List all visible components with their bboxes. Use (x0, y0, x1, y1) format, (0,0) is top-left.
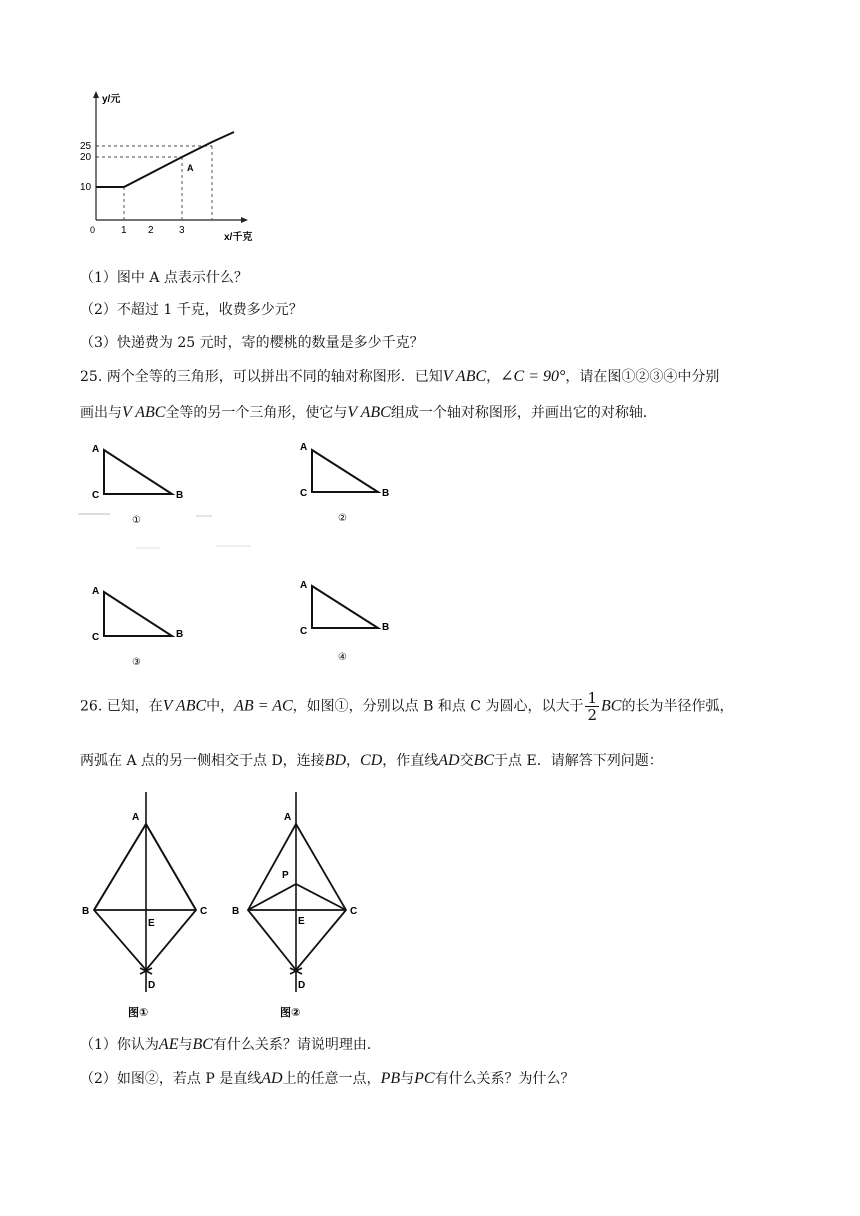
origin-label: 0 (90, 225, 96, 235)
q24-part2: （2）不超过 1 千克，收费多少元？ (80, 302, 303, 318)
svg-text:A: A (284, 812, 292, 823)
q26-part2: （2）如图②，若点 P 是直线AD上的任意一点，PB与PC有什么关系？为什么？ (80, 1070, 575, 1087)
svg-text:A: A (300, 442, 308, 453)
svg-text:C: C (92, 490, 100, 501)
svg-text:B: B (176, 629, 184, 640)
q24-part1: （1）图中 A 点表示什么？ (80, 270, 248, 286)
figure-label-2: ② (338, 513, 347, 524)
q25-line2: 画出与V ABC全等的另一个三角形，使它与V ABC组成一个轴对称图形，并画出它的对称轴． (80, 404, 657, 421)
svg-text:A: A (92, 586, 100, 597)
point-a-label: A (187, 163, 194, 173)
svg-text:B: B (232, 906, 240, 917)
svg-text:A: A (92, 444, 100, 455)
x-tick-2: 2 (148, 225, 154, 236)
svg-text:C: C (350, 906, 358, 917)
x-tick-3: 3 (179, 225, 185, 236)
figure-caption-2: 图② (280, 1007, 301, 1019)
svg-text:C: C (300, 626, 308, 637)
svg-text:C: C (92, 632, 100, 643)
svg-text:C: C (200, 906, 208, 917)
svg-text:D: D (298, 980, 306, 991)
y-axis-label: y/元 (102, 94, 121, 105)
figure-caption-1: 图① (128, 1007, 149, 1019)
svg-text:B: B (382, 622, 390, 633)
svg-text:B: B (82, 906, 90, 917)
figure-label-3: ③ (132, 657, 141, 668)
geometry-figure-2 (228, 792, 368, 1024)
fee-line (96, 132, 234, 187)
half-fraction: $\frac{1}{2}$ (587, 689, 597, 724)
svg-text:E: E (148, 918, 155, 929)
x-tick-1: 1 (121, 225, 127, 236)
svg-text:A: A (132, 812, 140, 823)
y-tick-25: 25 (80, 141, 92, 152)
q26-line2: 两弧在 A 点的另一侧相交于点 D，连接BD，CD，作直线AD交BC于点 E．请解答下列问题： (80, 752, 663, 769)
svg-text:B: B (176, 490, 184, 501)
delivery-fee-graph (78, 88, 258, 248)
q24-part3: （3）快递费为 25 元时，寄的樱桃的数量是多少千克？ (80, 335, 424, 351)
y-tick-20: 20 (80, 152, 92, 163)
x-axis-label: x/千克 (224, 232, 253, 243)
q26-part1: （1）你认为AE与BC有什么关系？请说明理由． (80, 1036, 381, 1053)
y-tick-10: 10 (80, 182, 92, 193)
triangle-figure-1 (76, 438, 256, 558)
svg-text:B: B (382, 488, 390, 499)
geometry-figure-1 (78, 792, 218, 1024)
svg-text:A: A (300, 580, 308, 591)
svg-text:C: C (300, 488, 308, 499)
triangle-figure-4 (290, 576, 400, 666)
figure-label-4: ④ (338, 652, 347, 663)
q25-line1: 25. 两个全等的三角形，可以拼出不同的轴对称图形．已知V ABC，∠C = 90°，请在图①②③④中分别 (80, 368, 720, 385)
triangle-figure-2 (290, 438, 400, 538)
svg-text:D: D (148, 980, 156, 991)
triangle-figure-3 (76, 580, 216, 670)
svg-text:E: E (298, 916, 305, 927)
figure-label-1: ① (132, 515, 141, 526)
q26-line1: 26. 已知，在V ABC中，AB = AC，如图①，分别以点 B 和点 C 为圆心，以大于 $\frac{1}{2}$ BC的长为半径作弧， (80, 689, 734, 724)
svg-text:P: P (282, 870, 289, 881)
